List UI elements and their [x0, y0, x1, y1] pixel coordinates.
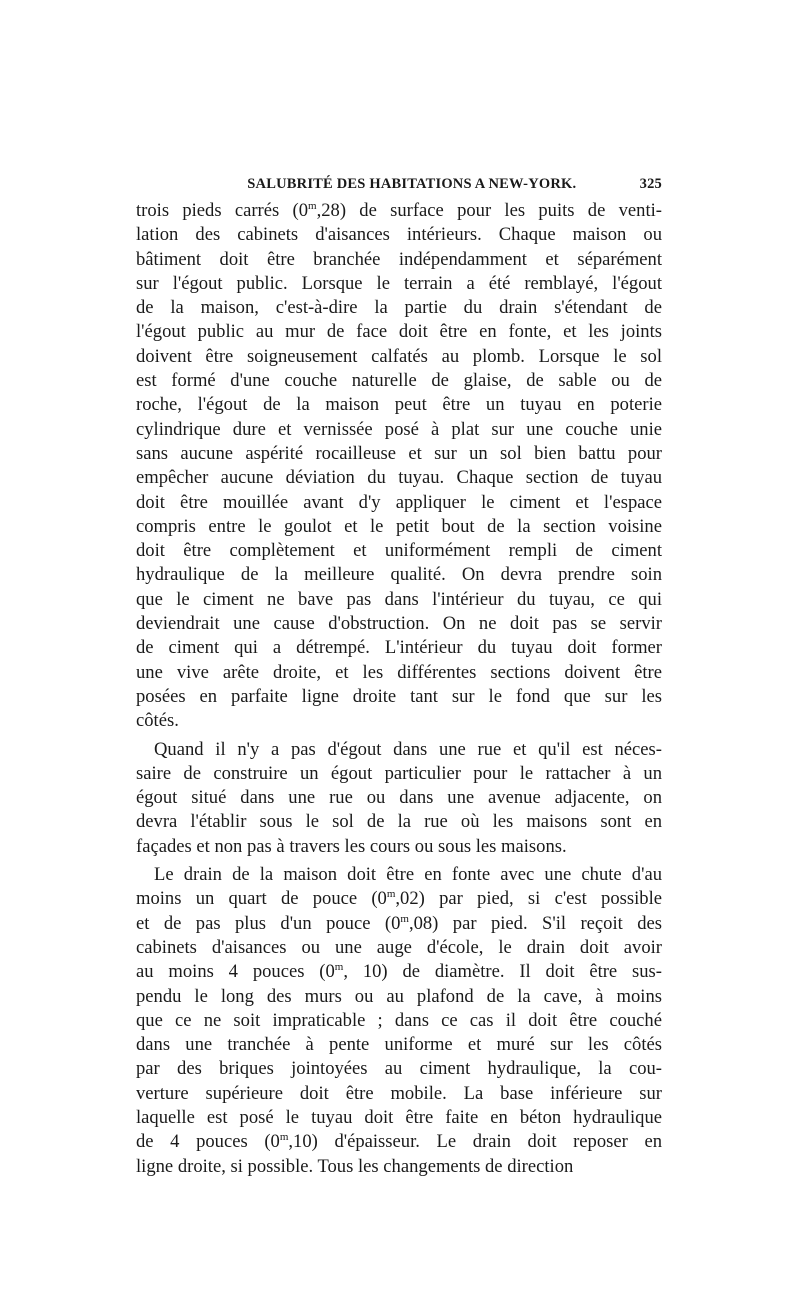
- text-line: roche, l'égout de la maison peut être un tuyau en poterie: [136, 394, 662, 416]
- text-line: sans aucune aspérité rocailleuse et sur un sol bien battu pour: [136, 442, 662, 464]
- text-line: moins un quart de pouce (0$^m$,02) par pied, si c'est possible: [136, 888, 662, 910]
- text-line: une vive arête droite, et les différentes sections doivent être: [136, 661, 662, 683]
- paragraph: [136, 738, 662, 859]
- running-title: SALUBRITÉ DES HABITATIONS A NEW-YORK.: [247, 176, 577, 192]
- text-line: lation des cabinets d'aisances intérieurs. Chaque maison ou: [136, 224, 662, 246]
- text-line: bâtiment doit être branchée indépendamment et séparément: [136, 248, 662, 270]
- text-line: que le ciment ne bave pas dans l'intérieur du tuyau, ce qui: [136, 588, 662, 610]
- paragraph: [136, 199, 662, 734]
- text-line: doit être mouillée avant d'y appliquer le ciment et l'espace: [136, 491, 662, 513]
- text-line: saire de construire un égout particulier pour le rattacher à un: [136, 762, 662, 784]
- text-line: Le drain de la maison doit être en fonte avec une chute d'au: [154, 864, 662, 886]
- text-line: dans une tranchée à pente uniforme et muré sur les côtés: [136, 1034, 662, 1056]
- page-body: [136, 176, 662, 1179]
- running-header: [136, 176, 662, 193]
- text-body: [136, 199, 662, 1179]
- text-line: Quand il n'y a pas d'égout dans une rue et qu'il est néces-: [154, 738, 662, 760]
- text-line: égout situé dans une rue ou dans une avenue adjacente, on: [136, 787, 662, 809]
- text-line: doit être complètement et uniformément rempli de ciment: [136, 540, 662, 562]
- text-line: deviendrait une cause d'obstruction. On ne doit pas se servir: [136, 613, 662, 635]
- text-line: sur l'égout public. Lorsque le terrain a été remblayé, l'égout: [136, 272, 662, 294]
- text-line: de ciment qui a détrempé. L'intérieur du tuyau doit former: [136, 637, 662, 659]
- text-line: l'égout public au mur de face doit être en fonte, et les joints: [136, 321, 662, 343]
- text-line: de la maison, c'est-à-dire la partie du drain s'étendant de: [136, 297, 662, 319]
- text-line: ligne droite, si possible. Tous les changements de direction: [136, 1155, 574, 1177]
- text-line: cylindrique dure et vernissée posé à plat sur une couche unie: [136, 418, 662, 440]
- text-line: est formé d'une couche naturelle de glaise, de sable ou de: [136, 370, 662, 392]
- text-line: empêcher aucune déviation du tuyau. Chaque section de tuyau: [136, 467, 662, 489]
- text-line: trois pieds carrés (0$^m$,28) de surface pour les puits de venti-: [136, 199, 662, 221]
- text-line: de 4 pouces (0$^m$,10) d'épaisseur. Le drain doit reposer en: [136, 1131, 662, 1153]
- paragraph: [136, 863, 662, 1179]
- text-line: verture supérieure doit être mobile. La base inférieure sur: [136, 1082, 662, 1104]
- text-line: doivent être soigneusement calfatés au plomb. Lorsque le sol: [136, 345, 662, 367]
- text-line: pendu le long des murs ou au plafond de la cave, à moins: [136, 985, 662, 1007]
- text-line: hydraulique de la meilleure qualité. On devra prendre soin: [136, 564, 662, 586]
- text-line: par des briques jointoyées au ciment hydraulique, la cou-: [136, 1058, 662, 1080]
- text-line: que ce ne soit impraticable ; dans ce cas il doit être couché: [136, 1009, 662, 1031]
- text-line: côtés.: [136, 710, 179, 732]
- text-line: façades et non pas à travers les cours ou sous les maisons.: [136, 835, 567, 857]
- text-line: et de pas plus d'un pouce (0$^m$,08) par pied. S'il reçoit des: [136, 912, 662, 934]
- text-line: devra l'établir sous le sol de la rue où les maisons sont en: [136, 811, 662, 833]
- text-line: posées en parfaite ligne droite tant sur le fond que sur les: [136, 685, 662, 707]
- text-line: laquelle est posé le tuyau doit être faite en béton hydraulique: [136, 1106, 662, 1128]
- text-line: compris entre le goulot et le petit bout de la section voisine: [136, 515, 662, 537]
- page-number: 325: [639, 176, 662, 192]
- text-line: au moins 4 pouces (0$^m$, 10) de diamètre. Il doit être sus-: [136, 961, 662, 983]
- text-line: cabinets d'aisances ou une auge d'école, le drain doit avoir: [136, 936, 662, 958]
